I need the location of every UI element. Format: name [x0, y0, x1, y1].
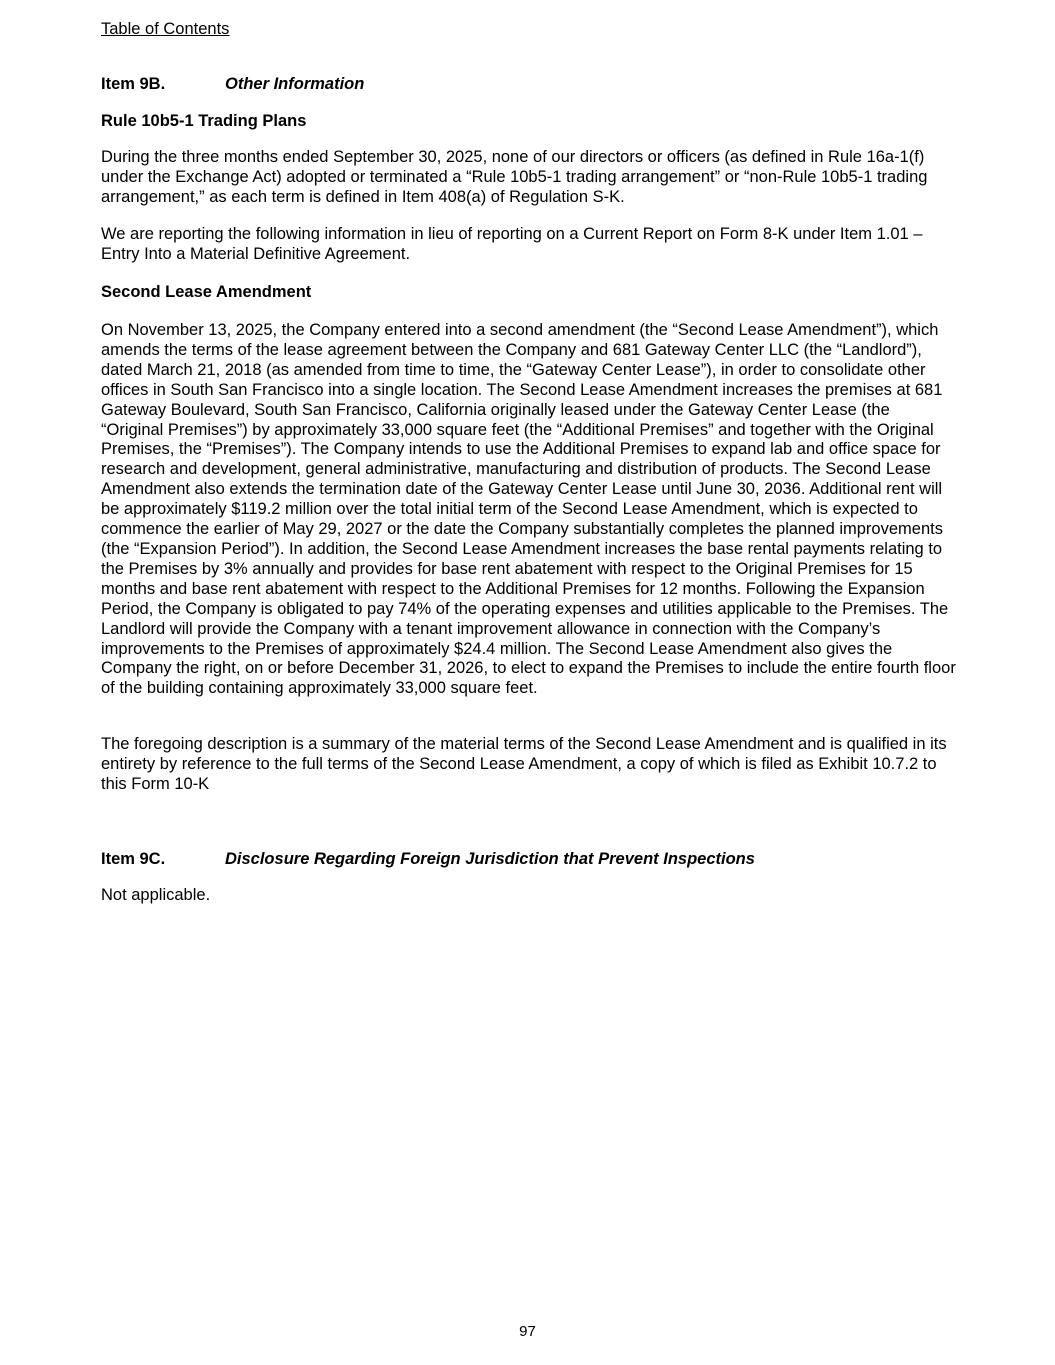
item-9c-heading: [101, 849, 755, 869]
item-9b-number: Item 9B.: [101, 75, 166, 93]
item-9c-title: Disclosure Regarding Foreign Jurisdiction that Prevent Inspections: [225, 850, 755, 868]
item-9c-number: Item 9C.: [101, 850, 166, 868]
page-number: 97: [519, 1323, 536, 1340]
second-lease-heading: Second Lease Amendment: [101, 283, 312, 301]
rule-10b5-paragraph: During the three months ended September 30, 2025, none of our directors or officers (as defined in Rule 16a-1(f) under the Exchange Act) adopted or terminated a “Rule 10b5-1 trading arrangement” or “non-Rule 10b5-1 trading arrangement,” as each term is defined in Item 408(a) of Regulation S-K.: [101, 148, 928, 206]
rule-10b5-heading: Rule 10b5-1 Trading Plans: [101, 112, 307, 130]
table-of-contents-link[interactable]: Table of Contents: [101, 20, 230, 38]
item-9c-paragraph: Not applicable.: [101, 886, 211, 904]
reporting-paragraph: We are reporting the following information in lieu of reporting on a Current Report on Form 8-K under Item 1.01 – Entry Into a Material Definitive Agreement.: [101, 225, 923, 263]
item-9b-title: Other Information: [225, 75, 365, 93]
second-lease-paragraph: On November 13, 2025, the Company entered into a second amendment (the “Second Lease Amendment”), which amends the terms of the lease agreement between the Company and 681 Gateway Center LLC (the “Landlord”), dated March 21, 2018 (as amended from time to time, the “Gateway Center Lease”), in order to consolidate other offices in South San Francisco into a single location. The Second Lease Amendment increases the premises at 681 Gateway Boulevard, South San Francisco, California originally leased under the Gateway Center Lease (the “Original Premises”) by approximately 33,000 square feet (the “Additional Premises” and together with the Original Premises, the “Premises”). The Company intends to use the Additional Premises to expand lab and office space for research and development, general administrative, manufacturing and distribution of products. The Second Lease Amendment also extends the termination date of the Gateway Center Lease until June 30, 2036. Additional rent will be approximately $119.2 million over the total initial term of the Second Lease Amendment, which is expected to commence the earlier of May 29, 2027 or the date the Company substantially completes the planned improvements (the “Expansion Period”). In addition, the Second Lease Amendment increases the base rental payments relating to the Premises by 3% annually and provides for base rent abatement with respect to the Original Premises for 15 months and base rent abatement with respect to the Additional Premises for 12 months. Following the Expansion Period, the Company is obligated to pay 74% of the operating expenses and utilities applicable to the Premises. The Landlord will provide the Company with a tenant improvement allowance in connection with the Company’s improvements to the Premises of approximately $24.4 million. The Second Lease Amendment also gives the Company the right, on or before December 31, 2026, to elect to expand the Premises to include the entire fourth floor of the building containing approximately 33,000 square feet.: [101, 321, 956, 698]
summary-paragraph: The foregoing description is a summary of the material terms of the Second Lease Amendment and is qualified in its entirety by reference to the full terms of the Second Lease Amendment, a copy of which is filed as Exhibit 10.7.2 to this Form 10-K: [101, 735, 947, 793]
item-9b-heading: [101, 74, 364, 94]
